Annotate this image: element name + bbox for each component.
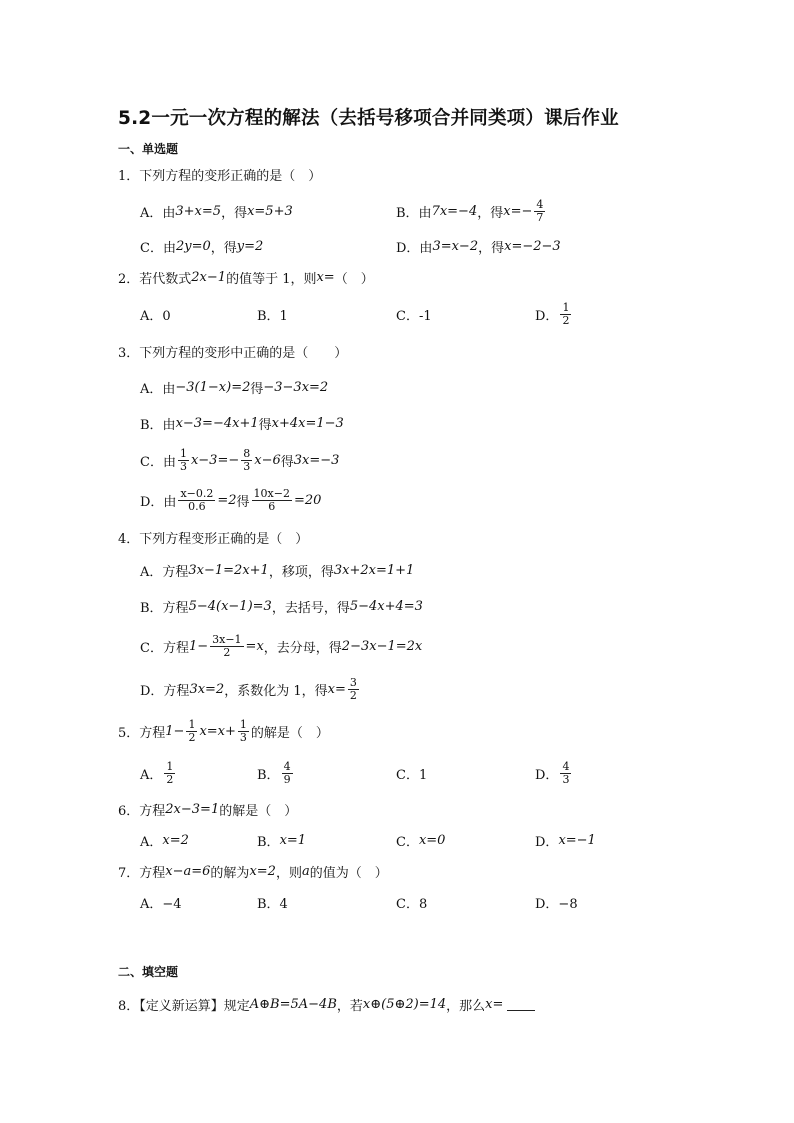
fraction: $\frac{4}{9}$ [283,759,291,786]
math-expr: =2 [217,492,237,508]
option-label: A．由 [140,205,176,221]
math-expr: x= [327,681,346,697]
math-expr: x=− [503,203,533,219]
text: 的解是（ ） [250,725,329,741]
text: ，则 [275,865,302,881]
option-label: B． [257,834,280,850]
text: 5．方程 [118,725,166,741]
math-expr: x+4x=1−3 [271,415,344,431]
option-label: B． [257,767,280,783]
fraction: $\frac{3}{2}$ [349,675,357,702]
q3-option-d[interactable] [140,485,321,515]
math-expr: 3x−1=2x+1 [188,562,269,578]
math-expr: =20 [293,492,322,508]
q1-option-b[interactable] [396,196,547,226]
q6-option-c[interactable] [396,825,445,855]
q4-option-b[interactable] [140,591,423,621]
fraction: $\frac{1}{3}$ [179,446,187,473]
text: 6．方程 [118,803,166,819]
math-expr: x=−2−3 [504,238,561,254]
q7-stem [118,856,388,886]
math-expr: x−a=6 [165,863,211,879]
math-expr: 3x=−3 [293,452,340,468]
text: ，去分母，得 [263,640,342,656]
text: 的解是（ ） [219,803,298,819]
option-label: C．由 [140,454,176,470]
q7-option-c[interactable]: C．8 [396,896,428,912]
option-label: B．由 [396,205,432,221]
math-expr: 3x=2 [189,681,225,697]
option-label: C． [396,834,419,850]
math-expr: =x [245,638,264,654]
text: 得 [250,381,264,397]
q7-option-d[interactable]: D．−8 [535,896,578,912]
math-expr: x=x+ [199,723,236,739]
q6-option-b[interactable] [257,825,306,855]
math-expr: x−3=− [190,452,240,468]
q6-option-d[interactable] [535,825,596,855]
q5-option-d[interactable] [535,758,573,788]
q4-option-c[interactable] [140,631,422,661]
option-label: B．由 [140,417,176,433]
q7-option-a[interactable]: A．−4 [140,896,182,912]
q2-option-b[interactable]: B．1 [257,308,288,324]
q5-option-a[interactable] [140,758,177,788]
q6-option-a[interactable] [140,825,189,855]
option-label: A．方程 [140,564,189,580]
math-expr: 2x−1 [191,269,227,285]
text: （ ） [334,271,374,287]
math-expr: y=2 [236,238,264,254]
math-expr: 5−4x+4=3 [349,598,423,614]
q2-option-c[interactable]: C．-1 [396,308,432,324]
option-label: D． [535,767,559,783]
text: 的值等于 1，则 [226,271,317,287]
option-label: D．由 [140,494,177,510]
text: ，系数化为 1，得 [224,683,328,699]
math-expr: 3x+2x=1+1 [333,562,415,578]
q3-option-a[interactable] [140,372,328,402]
fraction: $\frac{x-0.2}{0.6}$ [180,486,214,513]
q1-option-d[interactable] [396,231,561,261]
math-expr: x=2 [162,832,189,848]
text: 得 [280,454,294,470]
q2-option-d[interactable] [535,299,573,329]
math-expr: 2x−3=1 [165,801,220,817]
q5-stem [118,716,329,746]
q4-option-d[interactable] [140,674,361,704]
text: ，得 [210,240,237,256]
math-expr: A⊕B=5A−4B [249,996,337,1012]
option-label: B．方程 [140,600,189,616]
math-expr: x= [485,996,504,1012]
option-label: A．由 [140,381,176,397]
q3-option-b[interactable] [140,408,344,438]
text: 得 [258,417,272,433]
option-label: D． [535,834,559,850]
fraction: $\frac{4}{7}$ [536,197,544,224]
fraction: $\frac{4}{3}$ [562,759,570,786]
text: 得 [236,494,250,510]
fraction: $\frac{1}{2}$ [188,717,196,744]
q1-stem: 1．下列方程的变形正确的是（ ） [118,168,322,184]
math-expr: x= [316,269,335,285]
q5-option-c[interactable]: C．1 [396,767,428,783]
math-expr: x=2 [249,863,276,879]
worksheet-title: 5.2一元一次方程的解法（去括号移项合并同类项）课后作业 [118,108,619,129]
math-expr: x=1 [279,832,307,848]
text: ，去括号，得 [271,600,350,616]
text: 的值为（ ） [309,865,388,881]
option-label: D．由 [396,240,433,256]
math-expr: x=5+3 [247,203,293,219]
math-expr: 1− [165,723,185,739]
math-expr: 2y=0 [175,238,211,254]
fraction: $\frac{1}{2}$ [562,300,570,327]
text: 8．【定义新运算】规定 [118,998,250,1014]
fraction: $\frac{3x-1}{2}$ [212,632,242,659]
q2-stem [118,262,374,292]
section-fill-blank: 二、填空题 [118,965,179,979]
fraction: $\frac{8}{3}$ [243,446,251,473]
q1-option-c[interactable] [140,231,263,261]
math-expr: x=0 [418,832,446,848]
q3-option-c[interactable] [140,445,339,475]
fraction: $\frac{10x-2}{6}$ [253,486,290,513]
math-expr: −3(1−x)=2 [175,379,251,395]
option-label: C．方程 [140,640,189,656]
text: ，移项，得 [268,564,334,580]
option-label: C．由 [140,240,176,256]
text: ，得 [477,205,504,221]
q5-option-b[interactable] [257,758,295,788]
fraction: $\frac{1}{3}$ [239,717,247,744]
option-label: D． [535,308,559,324]
text: ，那么 [446,998,486,1014]
math-expr: x⊕(5⊕2)=14 [362,996,447,1012]
math-expr: 5−4(x−1)=3 [188,598,272,614]
math-expr: 1− [188,638,209,654]
section-single-choice: 一、单选题 [118,142,179,156]
math-expr: x−3=−4x+1 [175,415,259,431]
option-label: D．方程 [140,683,190,699]
math-expr: x−6 [254,452,281,468]
math-expr: 3=x−2 [432,238,479,254]
text: 2．若代数式 [118,271,192,287]
text: 的解为 [210,865,250,881]
q2-option-a[interactable]: A．0 [140,308,171,324]
fraction: $\frac{1}{2}$ [166,759,174,786]
math-expr: −3−3x=2 [263,379,329,395]
q1-option-a[interactable] [140,196,293,226]
q7-option-b[interactable]: B．4 [257,896,288,912]
q4-option-a[interactable] [140,555,414,585]
q4-stem: 4．下列方程变形正确的是（ ） [118,531,309,547]
math-expr: a [301,863,310,879]
math-expr: 2−3x−1=2x [341,638,423,654]
q6-stem [118,794,297,824]
option-label: A． [140,767,163,783]
text: 7．方程 [118,865,166,881]
math-expr: 3+x=5 [175,203,222,219]
math-expr: x=−1 [558,832,596,848]
answer-blank[interactable] [507,998,535,1011]
text: ，若 [336,998,363,1014]
option-label: A． [140,834,163,850]
text: ，得 [478,240,505,256]
q8-stem [118,989,535,1019]
text: ，得 [221,205,248,221]
math-expr: 7x=−4 [431,203,478,219]
q3-stem: 3．下列方程的变形中正确的是（ ） [118,345,348,361]
